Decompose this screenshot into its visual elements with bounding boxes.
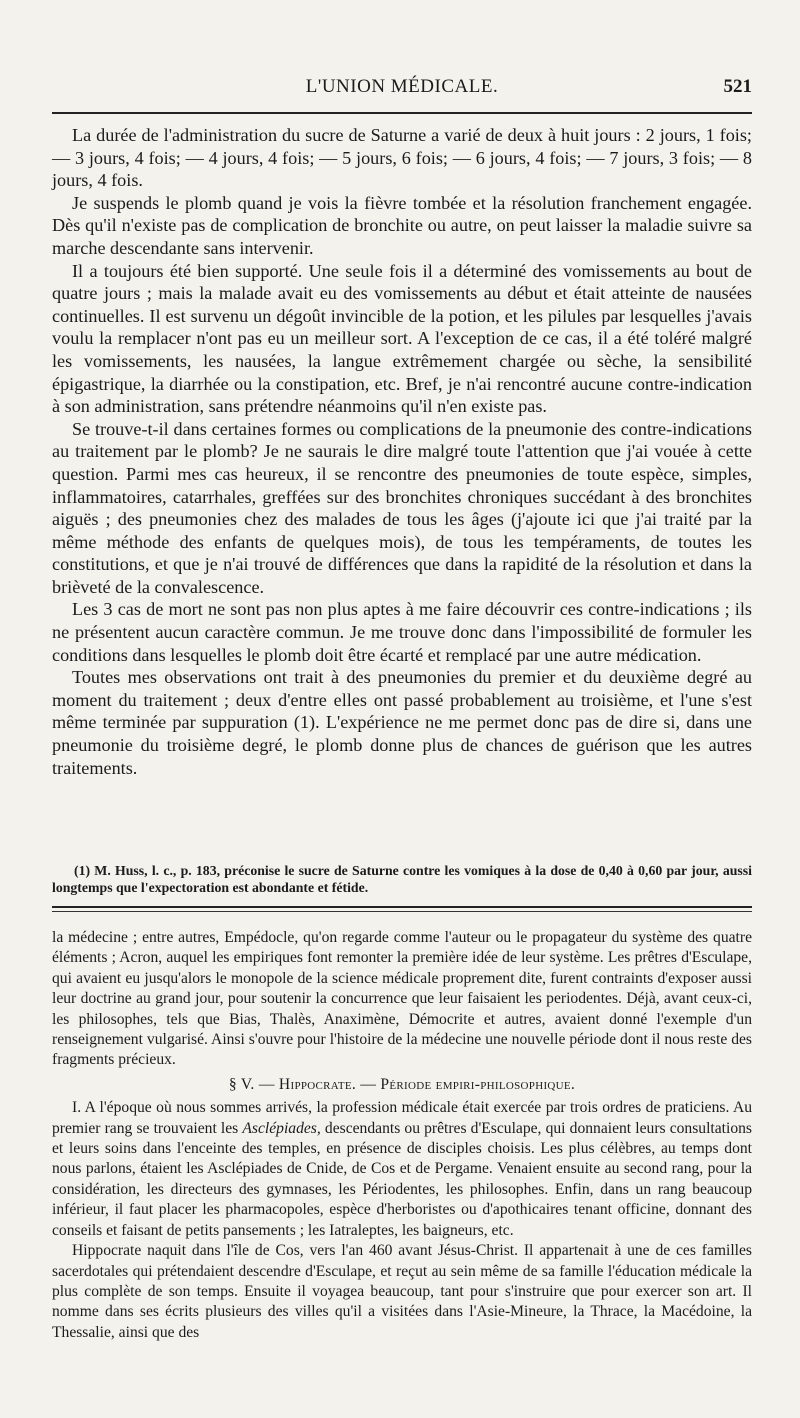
paragraph: Les 3 cas de mort ne sont pas non plus aptes à me faire découvrir ces contre-indications ; ils ne présentent aucun caractère commun. Je me trouve donc dans l'impossibilité de formuler les conditions dans lesquelles le plomb doit être écarté et remplacé par une autre médication. bbox=[52, 599, 752, 665]
feuilleton-article bbox=[52, 928, 752, 1343]
section-dash: — bbox=[360, 1075, 377, 1093]
footnote-text: (1) M. Huss, l. c., p. 183, préconise le sucre de Saturne contre les vomiques à la dose de 0,40 à 0,60 par jour, aussi longtemps que l'expectoration est abondante et fétide. bbox=[52, 863, 752, 895]
section-number: § V. — bbox=[228, 1075, 275, 1093]
paragraph: Il a toujours été bien supporté. Une seule fois il a déterminé des vomissements au bout de quatre jours ; mais la malade avait eu des vomissements au début et était atteinte de nausées continuelles. Il est survenu un dégoût invincible de la potion, et les pilules par lesquelles j'avais voulu la remplacer n'ont pas eu un meilleur sort. A l'exception de ce cas, il a été toléré malgré les vomissements, les nausées, la langue extrêmement chargée ou sèche, la sensibilité épigastrique, la diarrhée ou la constipation, etc. Bref, je n'ai rencontré aucune contre-indication à son administration, sans prétendre néanmoins qu'il n'en existe pas. bbox=[52, 260, 752, 417]
feuilleton-rule-bottom bbox=[52, 911, 752, 912]
paragraph-text: I. A l'époque où nous sommes arrivés, la profession médicale était exercée par trois ordres de praticiens. Au premier rang se trouvaient les bbox=[52, 1099, 752, 1137]
paragraph: Hippocrate naquit dans l'île de Cos, vers l'an 460 avant Jésus-Christ. Il appartenait à une de ces familles sacerdotales qui prétendaient descendre d'Esculape, et reçut au sein même de sa famille l'éducation médicale la plus complète de son temps. Ensuite il voyagea beaucoup, tant pour s'instruire que pour exercer son art. Il nomme dans ses écrits plusieurs des villes qu'il a visitées dans l'Asie-Mineure, la Thrace, la Macédoine, la Thessalie, ainsi que des bbox=[52, 1242, 752, 1341]
paragraph: Se trouve-t-il dans certaines formes ou complications de la pneumonie des contre-indications au traitement par le plomb? Je ne saurais le dire malgré toute l'attention que j'ai vouée à cette question. Parmi mes cas heureux, il se rencontre des pneumonies de toute espèce, simples, inflammatoires, catarrhales, greffées sur des bronchites chroniques succédant à des bronchites aiguës ; des pneumonies chez des malades de tous les âges (j'ajoute ici que j'ai traité par la même méthode des enfants de quelques mois), de tous les tempéraments, de toutes les constitutions, et que je n'ai trouvé de différences que dans la rapidité de la résolution et dans la brièveté de la convalescence. bbox=[52, 418, 752, 597]
italic-term: Asclépiades, bbox=[242, 1119, 321, 1137]
paragraph: Je suspends le plomb quand je vois la fièvre tombée et la résolution franchement engagée. Dès qu'il n'existe pas de complication de bronchite ou autre, on peut laisser la maladie suivre sa marche descendante sans intervenir. bbox=[52, 192, 752, 258]
paragraph bbox=[52, 1098, 752, 1241]
header-rule bbox=[52, 112, 752, 114]
page-number: 521 bbox=[723, 76, 752, 97]
footnote bbox=[52, 862, 752, 896]
section-period: Période empiri-philosophique. bbox=[380, 1075, 576, 1093]
paragraph: Toutes mes observations ont trait à des pneumonies du premier et du deuxième degré au moment du traitement ; deux d'entre elles ont passé probablement au troisième, et l'une s'est même terminée par suppuration (1). L'expérience ne me permet donc pas de dire si, dans une pneumonie du troisième degré, le plomb donne plus de chances de guérison que les autres traitements. bbox=[52, 667, 752, 778]
paragraph: La durée de l'administration du sucre de Saturne a varié de deux à huit jours : 2 jours, 1 fois; — 3 jours, 4 fois; — 4 jours, 4 fois; — 5 jours, 6 fois; — 6 jours, 4 fois; — 7 jours, 3 fois; — 8 jours, 4 fois. bbox=[52, 125, 752, 191]
journal-title: L'UNION MÉDICALE. bbox=[305, 76, 499, 97]
section-name: Hippocrate. bbox=[278, 1075, 357, 1093]
section-heading bbox=[52, 1075, 752, 1095]
paragraph: la médecine ; entre autres, Empédocle, qu'on regarde comme l'auteur ou le propagateur du système des quatre éléments ; Acron, auquel les empiriques font remonter la première idée de leur système. Les prêtres d'Esculape, qui avaient eu jusqu'alors le monopole de la science médicale proprement dite, furent contraints d'exposer aussi leur doctrine au grand jour, pour soutenir la concurrence que leur faisaient les periodentes. Déjà, avant ceux-ci, les philosophes, tels que Bias, Thalès, Anaximène, Démocrite et autres, avaient donné l'exemple d'un renseignement vulgarisé. Ainsi s'ouvre pour l'histoire de la médecine une nouvelle période dont il nous reste des fragments précieux. bbox=[52, 929, 752, 1069]
feuilleton-rule-top bbox=[52, 906, 752, 908]
upper-article bbox=[52, 124, 752, 779]
paragraph-text: descendants ou prêtres d'Esculape, qui donnaient leurs consultations et leurs soins dans l'enceinte des temples, en présence de disciples choisis. Les plus célèbres, au temps dont nous parlons, étaient les Asclépiades de Cnide, de Cos et de Pergame. Venaient ensuite au second rang, pour la considération, les directeurs des gymnases, les Périodentes, les philosophes. Enfin, dans un rang beaucoup inférieur, il faut placer les pharmacopoles, espèce d'herboristes ou d'apothicaires tenant officine, donnant des conseils et faisant de petits pansements ; les Iatraleptes, les baigneurs, etc. bbox=[52, 1119, 752, 1239]
running-header bbox=[52, 76, 752, 104]
